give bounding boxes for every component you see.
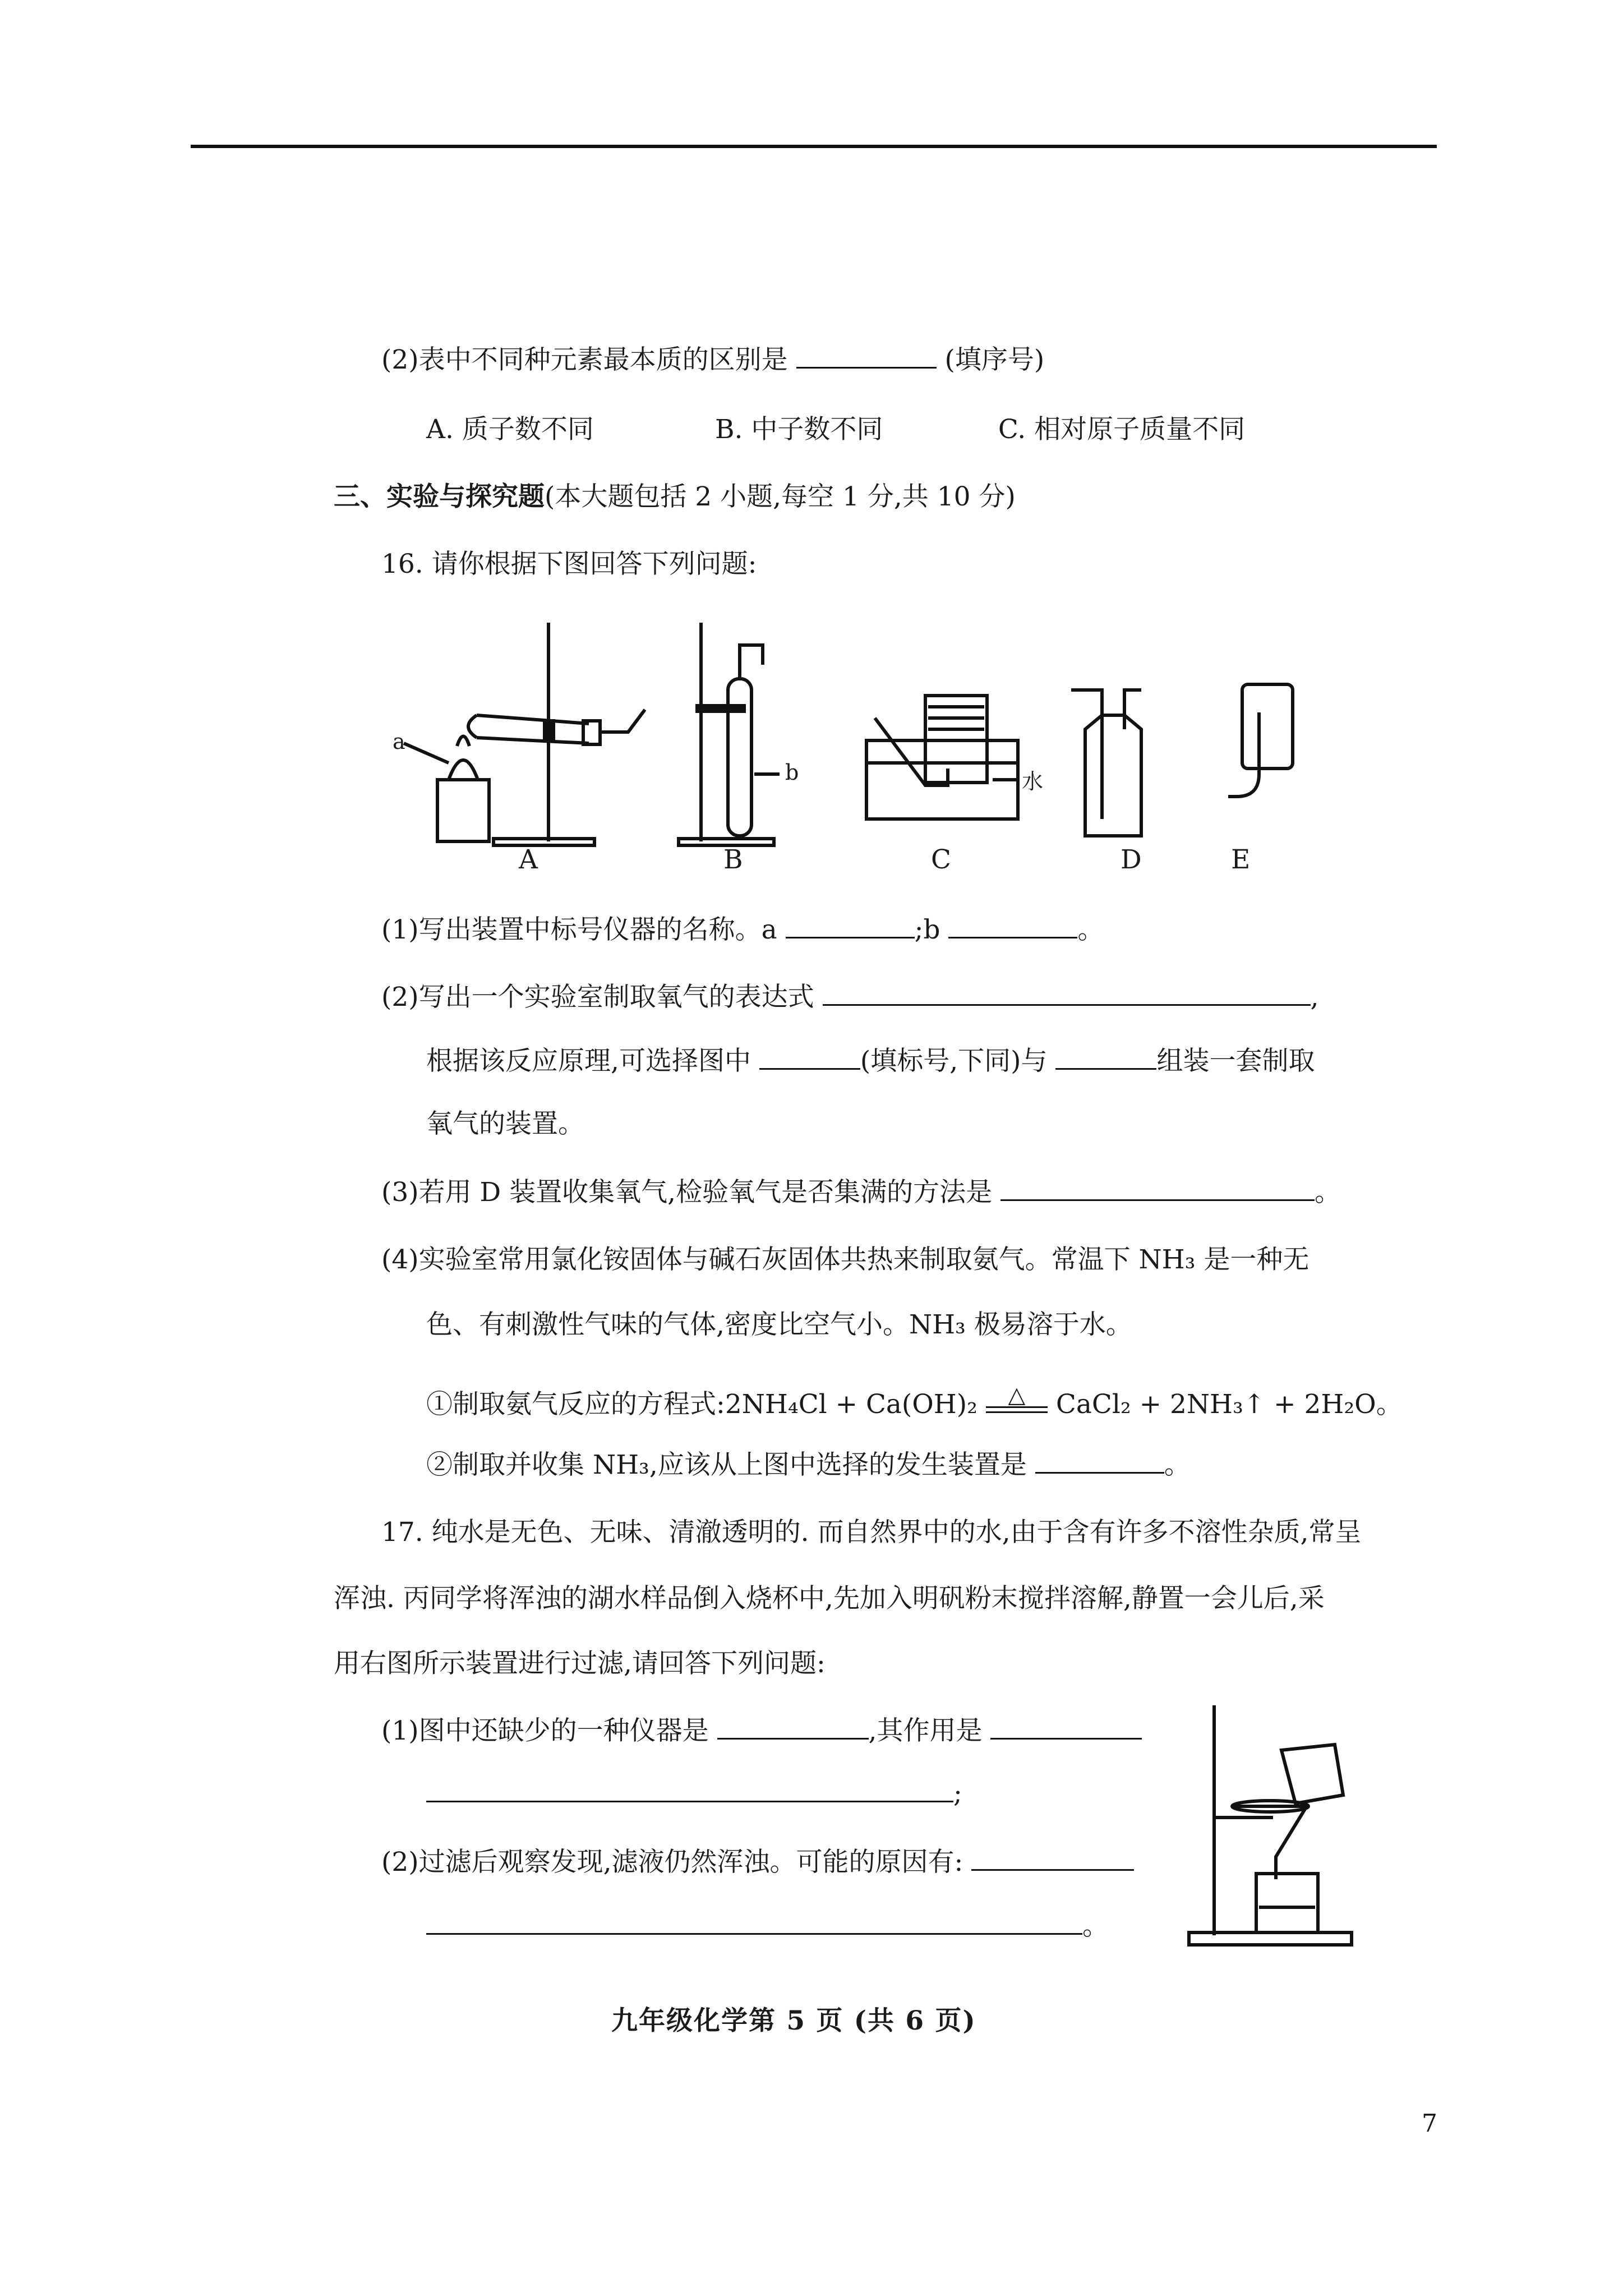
- q16-p4d-blank[interactable]: [1035, 1448, 1164, 1474]
- q16-p2-line: [381, 981, 1318, 1013]
- q16-p2b-blank-1[interactable]: [759, 1045, 860, 1070]
- q15-option-a: A. 质子数不同: [426, 414, 594, 445]
- device-label-a: A: [519, 844, 538, 875]
- q16-stem: 16. 请你根据下图回答下列问题:: [381, 549, 757, 579]
- device-b: [679, 623, 780, 845]
- q17-p2-line: [381, 1846, 1134, 1878]
- vertical-test-tube: [728, 679, 751, 836]
- q17-p2-text: (2)过滤后观察发现,滤液仍然浑浊。可能的原因有:: [381, 1847, 963, 1878]
- q16-p3-blank[interactable]: [1000, 1176, 1315, 1201]
- reaction-arrow: [986, 1382, 1048, 1413]
- receiving-beaker: [1256, 1874, 1318, 1932]
- q16-p1-end: 。: [1077, 914, 1104, 945]
- bottle-e: [1242, 684, 1293, 769]
- q17-p2b-line: [426, 1910, 1109, 1942]
- page-number: 7: [1422, 2109, 1437, 2138]
- device-c: [866, 696, 1018, 819]
- q17-p1b-line: [426, 1777, 962, 1810]
- page-footer: 九年级化学第 5 页 (共 6 页): [611, 2005, 976, 2036]
- q15-option-c: C. 相对原子质量不同: [998, 414, 1246, 445]
- pouring-beaker: [1281, 1745, 1343, 1803]
- alcohol-lamp-body: [437, 780, 489, 841]
- q16-p4: (4)实验室常用氯化铵固体与碱石灰固体共热来制取氨气。常温下 NH₃ 是一种无: [381, 1244, 1310, 1275]
- q17-p2-end: 。: [1082, 1911, 1109, 1941]
- q17-p2-blank-2[interactable]: [426, 1910, 1082, 1935]
- q17-stem-2: 浑浊. 丙同学将浑浊的湖水样品倒入烧杯中,先加入明矾粉末搅拌溶解,静置一会儿后,采: [334, 1583, 1325, 1614]
- q15-options: [426, 414, 1245, 445]
- q17-p1-line: [381, 1714, 1142, 1747]
- q17-p1-blank-1[interactable]: [717, 1714, 869, 1740]
- device-label-d: D: [1121, 844, 1142, 875]
- section3-heading-line: [334, 481, 1016, 513]
- test-tube-bottom: [477, 738, 589, 743]
- q17-p1-text: (1)图中还缺少的一种仪器是: [381, 1715, 709, 1746]
- q17-p1-end: ;: [953, 1778, 962, 1809]
- filtration-figure: [1183, 1694, 1363, 1952]
- heat-condition: △: [1008, 1382, 1026, 1408]
- section3-heading: 三、实验与探究题: [334, 481, 545, 512]
- q16-p4c-text: ①制取氨气反应的方程式:2NH₄Cl + Ca(OH)₂: [426, 1389, 978, 1420]
- q17-p1-blank-2[interactable]: [990, 1714, 1142, 1740]
- q16-p2-end: ,: [1310, 982, 1319, 1013]
- device-label-b: B: [723, 844, 743, 875]
- q15-option-b: B. 中子数不同: [714, 414, 883, 445]
- q15-part2-text: (2)表中不同种元素最本质的区别是: [381, 344, 788, 375]
- device-e: [1228, 684, 1293, 797]
- q16-p2-blank[interactable]: [823, 981, 1311, 1006]
- q16-p4c-end: CaCl₂ + 2NH₃↑ + 2H₂O。: [1055, 1389, 1403, 1420]
- label-b: b: [785, 760, 799, 785]
- q16-p1-blank-b[interactable]: [948, 913, 1077, 938]
- q15-part2-blank[interactable]: [796, 343, 937, 369]
- q16-p2c: 氧气的装置。: [426, 1108, 584, 1139]
- clamp-b: [695, 704, 746, 713]
- q16-p1-blank-a[interactable]: [786, 913, 915, 938]
- device-a: [404, 623, 645, 845]
- q16-p4b: 色、有刺激性气味的气体,密度比空气小。NH₃ 极易溶于水。: [426, 1309, 1132, 1340]
- q15-part2-line: [381, 343, 1044, 376]
- q16-p1-mid: ;b: [914, 914, 940, 945]
- q17-stem-1: 17. 纯水是无色、无味、清澈透明的. 而自然界中的水,由于含有许多不溶性杂质,常呈: [381, 1517, 1362, 1548]
- top-rule: [191, 145, 1437, 148]
- label-a-pointer: [404, 743, 449, 763]
- bottle-d: [1085, 715, 1141, 836]
- label-water: 水: [1022, 769, 1044, 794]
- q16-p2b-line: [426, 1045, 1315, 1077]
- test-tube-end: [468, 715, 477, 738]
- lamp-flame: [457, 737, 469, 747]
- delivery-tube-a: [600, 710, 645, 732]
- q16-p2b-end: 组装一套制取: [1156, 1046, 1315, 1076]
- q16-p3-end: 。: [1315, 1177, 1341, 1208]
- device-label-e: E: [1231, 844, 1251, 875]
- q17-p1-mid: ,其作用是: [868, 1715, 983, 1746]
- q16-p4c-line: [426, 1382, 1403, 1420]
- q15-part2-tail: (填序号): [944, 344, 1045, 375]
- section3-note: (本大题包括 2 小题,每空 1 分,共 10 分): [545, 481, 1016, 512]
- q16-p4d-line: [426, 1448, 1191, 1481]
- q16-p1-line: [381, 913, 1104, 946]
- q17-stem-3: 用右图所示装置进行过滤,请回答下列问题:: [334, 1648, 826, 1679]
- q17-p2-blank-1[interactable]: [971, 1846, 1134, 1871]
- q17-p1-blank-3[interactable]: [426, 1777, 953, 1802]
- q16-p2b-mid: (填标号,下同)与: [860, 1046, 1048, 1076]
- label-a: a: [393, 729, 405, 754]
- q16-p2-text: (2)写出一个实验室制取氧气的表达式: [381, 982, 814, 1013]
- q16-p3-text: (3)若用 D 装置收集氧气,检验氧气是否集满的方法是: [381, 1177, 993, 1208]
- q16-p2b-blank-2[interactable]: [1055, 1045, 1156, 1070]
- clamp-a: [543, 719, 555, 742]
- alcohol-lamp-top: [449, 760, 478, 780]
- q16-p4d-end: 。: [1164, 1450, 1191, 1480]
- q16-p4d-text: ②制取并收集 NH₃,应该从上图中选择的发生装置是: [426, 1450, 1027, 1480]
- test-tube-top: [477, 715, 589, 724]
- device-d: [1071, 690, 1141, 836]
- q16-p1-text: (1)写出装置中标号仪器的名称。a: [381, 914, 777, 945]
- q16-p2b-text: 根据该反应原理,可选择图中: [426, 1046, 751, 1076]
- device-label-c: C: [931, 844, 951, 875]
- stand-a-base: [494, 839, 594, 845]
- q16-p3-line: [381, 1176, 1341, 1208]
- delivery-tube-b: [740, 645, 763, 679]
